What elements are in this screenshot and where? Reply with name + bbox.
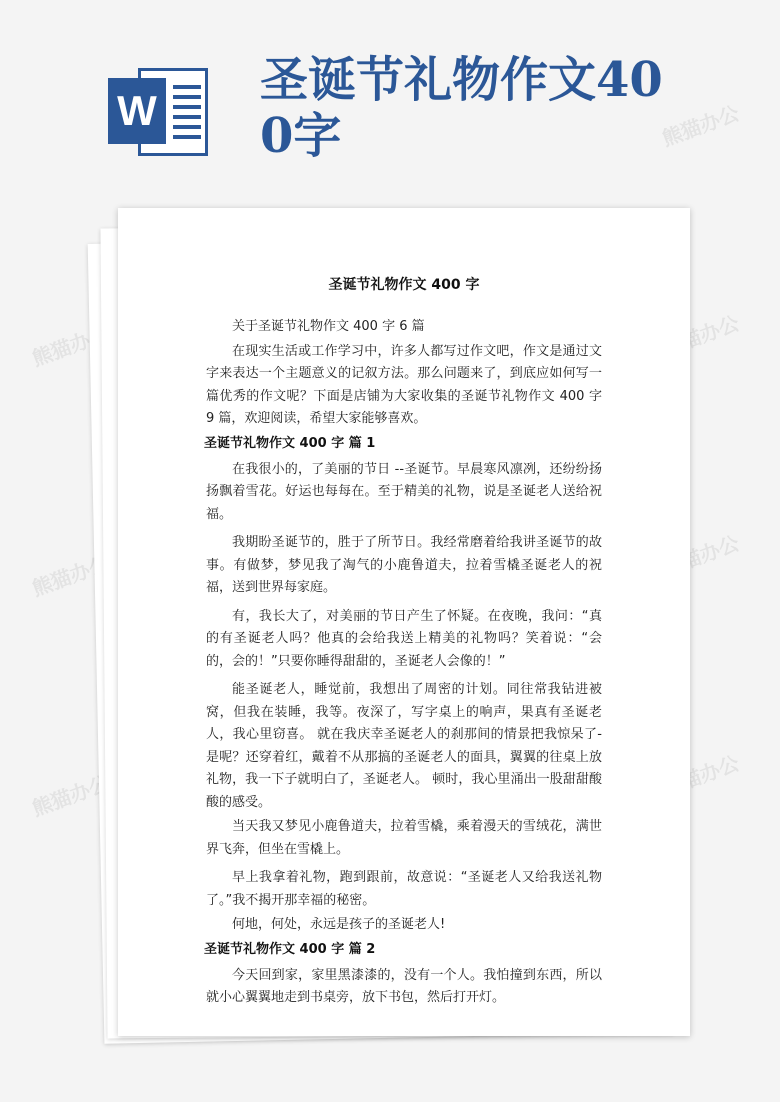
word-logo-letter: W: [108, 78, 166, 144]
body-paragraph: 能圣诞老人，睡觉前，我想出了周密的计划。同往常我钻进被窝，但我在装睡，我等。夜深了，写字桌上的响声，果真有圣诞老人，我心里窃喜。 就在我庆幸圣诞老人的刹那间的情景把我惊呆了-是呢？还穿着红，戴着不从那搞的圣诞老人的面具，翼翼的往桌上放礼物，我一下子就明白了，圣诞老人。 顿时，我心里涌出一股甜甜酸酸的感受。: [206, 682, 602, 810]
intro-paragraph: 在现实生活或工作学习中，许多人都写过作文吧，作文是通过文字来表达一个主题意义的记叙方法。那么问题来了，到底应如何写一篇优秀的作文呢？下面是店铺为大家收集的圣诞节礼物作文 400 字 9 篇，欢迎阅读，希望大家能够喜欢。: [206, 343, 602, 426]
document-page: [118, 208, 690, 1036]
section-heading: 圣诞节礼物作文 400 字 篇 2: [204, 941, 376, 957]
body-paragraph: 何地，何处，永远是孩子的圣诞老人!: [232, 917, 446, 932]
body-paragraph: 今天回到家，家里黑漆漆的，没有一个人。我怕撞到东西，所以就小心翼翼地走到书桌旁，放下书包，然后打开灯。: [206, 967, 602, 1005]
watermark-brand: 熊猫办公: [658, 530, 743, 581]
watermark-brand: 熊猫办公: [28, 550, 113, 601]
body-paragraph: 早上我拿着礼物，跑到跟前，故意说：“圣诞老人又给我送礼物了。”我不揭开那幸福的秘密。: [206, 870, 602, 908]
watermark-brand: 熊猫办公: [658, 310, 743, 361]
page-title: 圣诞节礼物作文400字: [260, 52, 663, 164]
section-heading: 圣诞节礼物作文 400 字 篇 1: [204, 435, 376, 451]
watermark-brand: 熊猫办公: [28, 770, 113, 821]
watermark-brand: 熊猫办公: [658, 100, 743, 151]
word-document-icon: [108, 68, 208, 156]
intro-paragraph: 关于圣诞节礼物作文 400 字 6 篇: [232, 319, 425, 334]
body-paragraph: 我期盼圣诞节的，胜于了所节日。我经常磨着给我讲圣诞节的故事。有做梦，梦见我了淘气的小鹿鲁道夫，拉着雪橇圣诞老人的祝福，送到世界每家庭。: [206, 535, 602, 595]
document-title: 圣诞节礼物作文 400 字: [328, 277, 480, 293]
watermark-brand: 熊猫办公: [28, 320, 113, 371]
body-paragraph: 在我很小的，了美丽的节日 --圣诞节。早晨寒风凛冽，还纷纷扬扬飘着雪花。好运也每每在。至于精美的礼物，说是圣诞老人送给祝福。: [206, 461, 602, 522]
watermark-brand: 熊猫办公: [658, 750, 743, 801]
body-paragraph: 有，我长大了，对美丽的节日产生了怀疑。在夜晚，我问：“真的有圣诞老人吗？他真的会给我送上精美的礼物吗？笑着说：“会的，会的！”只要你睡得甜甜的，圣诞老人会像的！”: [206, 608, 602, 669]
body-paragraph: 当天我又梦见小鹿鲁道夫，拉着雪橇，乘着漫天的雪绒花，满世界飞奔，但坐在雪橇上。: [206, 819, 602, 857]
